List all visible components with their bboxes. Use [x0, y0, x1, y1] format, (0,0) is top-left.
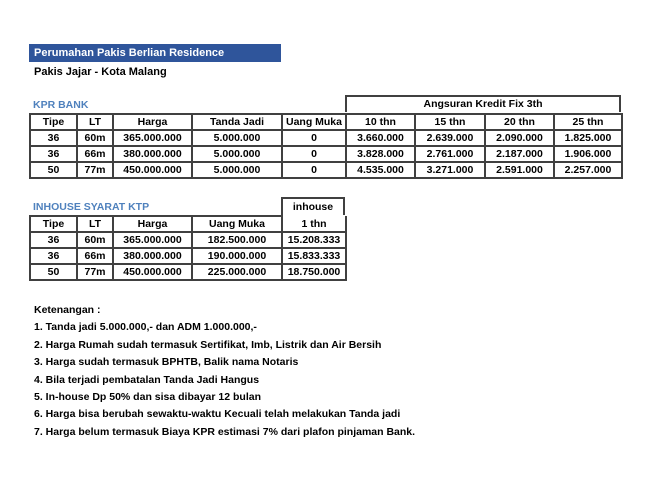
table-cell: 450.000.000 — [113, 162, 192, 178]
table-cell: 2.257.000 — [554, 162, 622, 178]
table-cell: 36 — [30, 232, 77, 248]
column-header: Harga — [113, 216, 192, 232]
table-cell: 5.000.000 — [192, 162, 282, 178]
location-subtitle: Pakis Jajar - Kota Malang — [34, 66, 167, 78]
inhouse-section-label: INHOUSE SYARAT KTP — [33, 201, 150, 213]
kpr-table — [29, 113, 623, 179]
table-cell: 190.000.000 — [192, 248, 282, 264]
table-cell: 2.187.000 — [485, 146, 554, 162]
column-header: Uang Muka — [282, 114, 346, 130]
notes-heading: Ketenangan : — [34, 304, 101, 316]
column-header: 25 thn — [554, 114, 622, 130]
note-item: 6. Harga bisa berubah sewaktu-waktu Kecuali telah melakukan Tanda jadi — [34, 408, 401, 421]
table-cell: 0 — [282, 130, 346, 146]
table-cell: 36 — [30, 146, 77, 162]
note-item: 5. In-house Dp 50% dan sisa dibayar 12 bulan — [34, 390, 261, 403]
table-cell: 77m — [77, 264, 113, 280]
table-header-row — [30, 216, 346, 232]
table-cell: 380.000.000 — [113, 248, 192, 264]
table-row — [30, 162, 622, 178]
table-cell: 2.761.000 — [415, 146, 485, 162]
column-header: 15 thn — [415, 114, 485, 130]
table-cell: 15.208.333 — [282, 232, 346, 248]
table-row — [30, 264, 346, 280]
inhouse-group-header: inhouse — [281, 197, 345, 215]
angsuran-group-header: Angsuran Kredit Fix 3th — [345, 95, 621, 112]
column-header: Uang Muka — [192, 216, 282, 232]
table-cell: 36 — [30, 248, 77, 264]
table-cell: 18.750.000 — [282, 264, 346, 280]
table-cell: 225.000.000 — [192, 264, 282, 280]
column-header: Harga — [113, 114, 192, 130]
table-cell: 450.000.000 — [113, 264, 192, 280]
column-header: Tipe — [30, 216, 77, 232]
table-cell: 365.000.000 — [113, 130, 192, 146]
table-row — [30, 146, 622, 162]
table-cell: 380.000.000 — [113, 146, 192, 162]
notes-section — [34, 302, 415, 441]
table-cell: 3.660.000 — [346, 130, 415, 146]
table-cell: 50 — [30, 264, 77, 280]
column-header: LT — [77, 216, 113, 232]
note-item: 7. Harga belum termasuk Biaya KPR estimasi 7% dari plafon pinjaman Bank. — [34, 425, 416, 438]
table-cell: 5.000.000 — [192, 146, 282, 162]
table-cell: 3.271.000 — [415, 162, 485, 178]
table-cell: 77m — [77, 162, 113, 178]
table-cell: 66m — [77, 248, 113, 264]
column-header: LT — [77, 114, 113, 130]
inhouse-table — [29, 215, 347, 281]
table-cell: 1.906.000 — [554, 146, 622, 162]
note-item: 2. Harga Rumah sudah termasuk Sertifikat, Imb, Listrik dan Air Bersih — [34, 338, 382, 351]
table-row — [30, 130, 622, 146]
table-cell: 1.825.000 — [554, 130, 622, 146]
kpr-section-label: KPR BANK — [33, 99, 89, 111]
table-cell: 2.639.000 — [415, 130, 485, 146]
table-header-row — [30, 114, 622, 130]
table-row — [30, 248, 346, 264]
table-cell: 2.591.000 — [485, 162, 554, 178]
table-cell: 5.000.000 — [192, 130, 282, 146]
column-header: Tipe — [30, 114, 77, 130]
table-cell: 3.828.000 — [346, 146, 415, 162]
table-cell: 60m — [77, 130, 113, 146]
note-item: 4. Bila terjadi pembatalan Tanda Jadi Hangus — [34, 373, 260, 386]
table-cell: 66m — [77, 146, 113, 162]
table-row — [30, 232, 346, 248]
table-cell: 0 — [282, 146, 346, 162]
table-cell: 2.090.000 — [485, 130, 554, 146]
table-cell: 182.500.000 — [192, 232, 282, 248]
column-header: 10 thn — [346, 114, 415, 130]
table-cell: 60m — [77, 232, 113, 248]
table-cell: 0 — [282, 162, 346, 178]
column-header: 20 thn — [485, 114, 554, 130]
note-item: 1. Tanda jadi 5.000.000,- dan ADM 1.000.000,- — [34, 321, 257, 334]
table-cell: 50 — [30, 162, 77, 178]
column-header: 1 thn — [282, 216, 346, 232]
table-cell: 36 — [30, 130, 77, 146]
column-header: Tanda Jadi — [192, 114, 282, 130]
table-cell: 4.535.000 — [346, 162, 415, 178]
table-cell: 365.000.000 — [113, 232, 192, 248]
page-title: Perumahan Pakis Berlian Residence — [29, 44, 281, 62]
note-item: 3. Harga sudah termasuk BPHTB, Balik nama Notaris — [34, 356, 299, 369]
table-cell: 15.833.333 — [282, 248, 346, 264]
